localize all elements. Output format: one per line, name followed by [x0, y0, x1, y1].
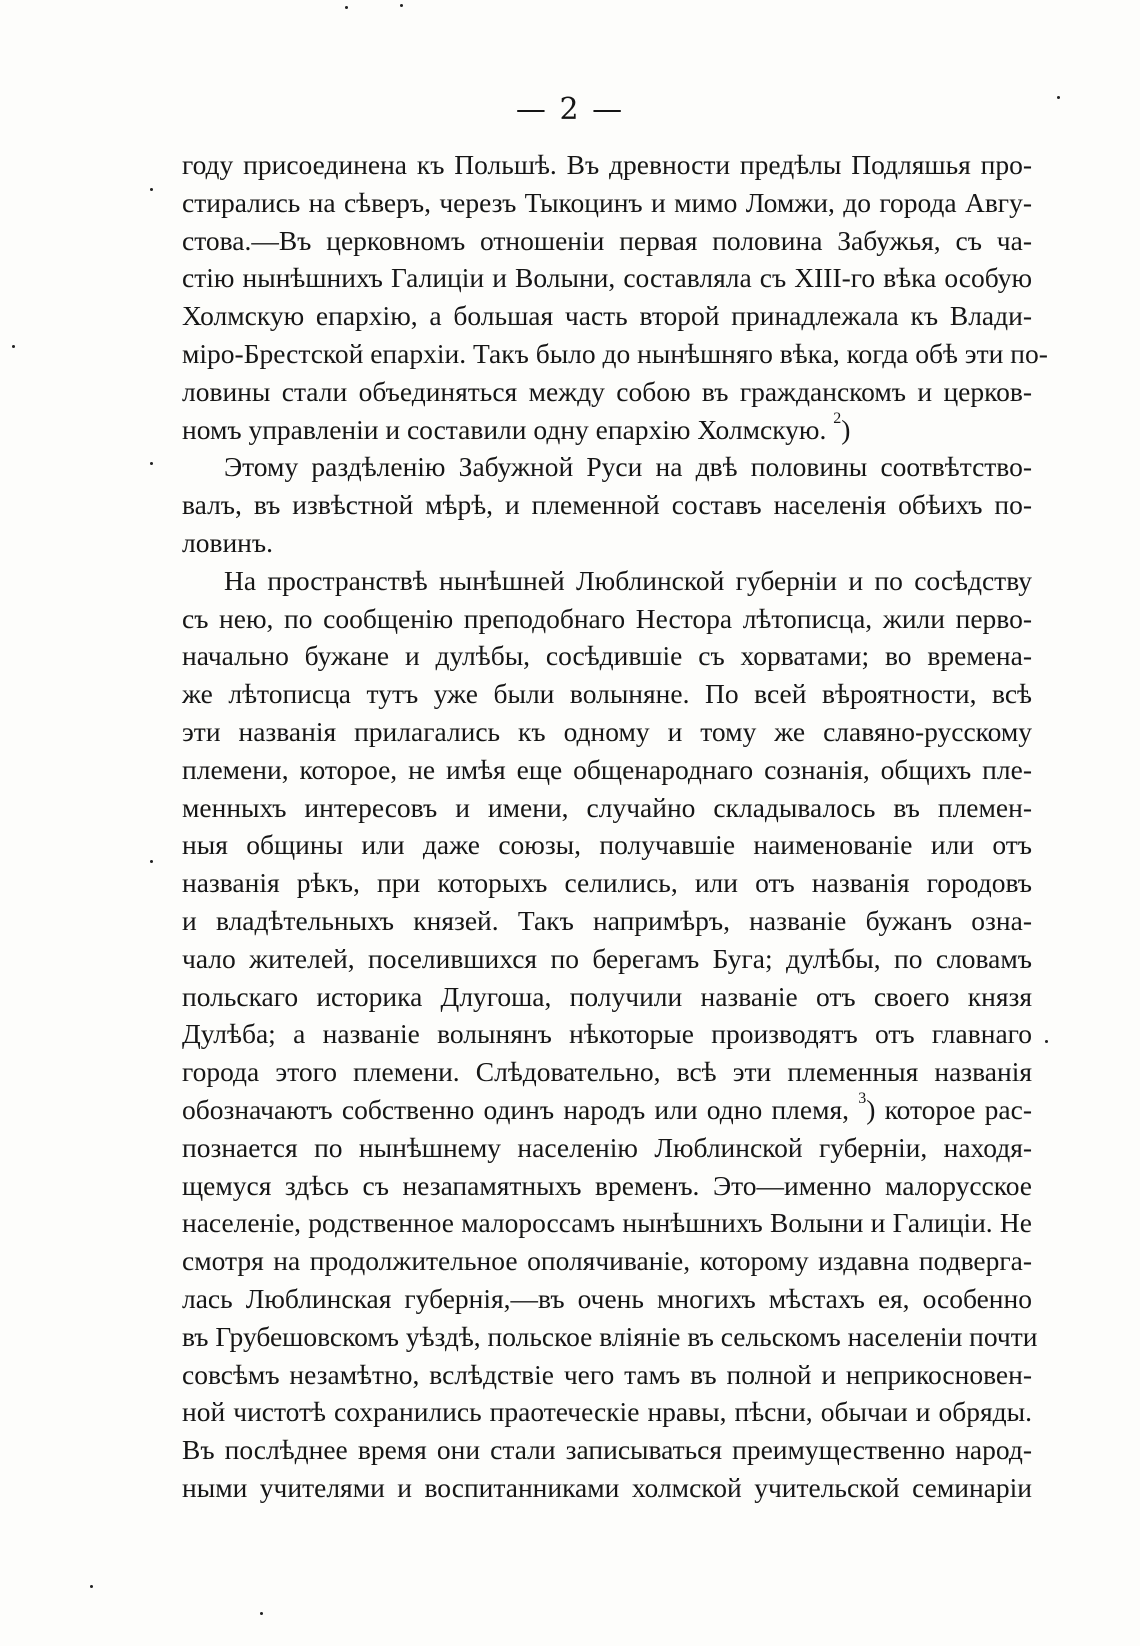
text-line: міро-Брестской епархіи. Такъ было до нынѣшняго вѣка, когда обѣ эти по-	[182, 337, 1048, 369]
text-line: ной чистотѣ сохранились праотеческіе нравы, пѣсни, обычаи и обряды.	[182, 1396, 1032, 1428]
text-line: Холмскую епархію, а большая часть второй принадлежала къ Влади-	[182, 300, 1032, 332]
body-text	[182, 146, 1048, 1507]
text-line: На пространствѣ нынѣшней Люблинской губерніи и по сосѣдству	[224, 564, 1032, 596]
text-line: эти названія прилагались къ одному и тому же славяно-русскому	[182, 715, 1032, 747]
text-line: польскаго историка Длугоша, получили названіе отъ своего князя	[182, 980, 1032, 1012]
text-line: названія рѣкъ, при которыхъ селились, или отъ названія городовъ	[182, 867, 1032, 899]
text-line: смотря на продолжительное ополячиваніе, которому издавна подверга-	[182, 1245, 1032, 1277]
text-line: въ Грубешовскомъ уѣздѣ, польское вліяніе въ сельскомъ населеніи почти	[182, 1320, 1038, 1352]
text-line: населеніе, родственное малороссамъ нынѣшнихъ Волыни и Галиціи. Не	[182, 1207, 1032, 1239]
text-line: чало жителей, поселившихся по берегамъ Буга; дулѣбы, по словамъ	[182, 942, 1032, 974]
text-line: племени, которое, не имѣя еще общенароднаго сознанія, общихъ пле-	[182, 753, 1032, 785]
text-line: Дулѣба; а названіе волынянъ нѣкоторые производятъ отъ главнаго	[182, 1018, 1032, 1050]
text-line: ныя общины или даже союзы, получавшіе наименованіе или отъ	[182, 829, 1032, 861]
scan-speck	[400, 4, 403, 7]
text-line: щемуся здѣсь съ незапамятныхъ временъ. Это—именно малорусское	[182, 1169, 1032, 1201]
text-line: году присоединена къ Польшѣ. Въ древности предѣлы Подляшья про-	[182, 149, 1032, 180]
text-line: ными учителями и воспитанниками холмской учительской семинаріи	[182, 1471, 1032, 1503]
scan-speck	[12, 345, 15, 348]
text-line	[182, 1091, 1032, 1129]
scan-speck	[260, 1612, 263, 1615]
text-line	[182, 411, 1032, 449]
text-line: лась Люблинская губернія,—въ очень многихъ мѣстахъ ея, особенно	[182, 1282, 1032, 1314]
text-line: стова.—Въ церковномъ отношеніи первая половина Забужья, съ ча-	[182, 224, 1032, 256]
text-line: менныхъ интересовъ и имени, случайно складывалось въ племен-	[182, 791, 1032, 823]
text-line: ловины стали объединяться между собою въ гражданскомъ и церков-	[182, 375, 1032, 407]
text-line: и владѣтельныхъ князей. Такъ напримѣръ, названіе бужанъ озна-	[182, 904, 1032, 936]
paragraph-3	[182, 562, 1038, 1507]
page-number: — 2 —	[515, 92, 625, 127]
scan-speck	[1045, 1040, 1048, 1043]
text-line: стирались на сѣверъ, черезъ Тыкоцинъ и мимо Ломжи, до города Авгу-	[182, 186, 1032, 218]
text-line: съ нею, по сообщенію преподобнаго Нестора лѣтописца, жили перво-	[182, 602, 1032, 634]
text-line: ловинъ.	[182, 526, 273, 558]
text-fragment: номъ управленіи и составили одну епархію Холмскую.	[182, 413, 827, 445]
text-line: Этому раздѣленію Забужной Руси на двѣ половины соотвѣтство-	[224, 451, 1032, 483]
scan-speck	[345, 6, 348, 9]
text-fragment: обозначаютъ собственно одинъ народъ или одно племя,	[182, 1093, 850, 1125]
scan-speck	[150, 860, 153, 863]
text-line: Въ послѣднее время они стали записываться преимущественно народ-	[182, 1434, 1032, 1466]
scan-speck	[90, 1585, 93, 1588]
scan-speck	[150, 188, 153, 191]
text-line: стію нынѣшнихъ Галиціи и Волыни, составляла съ XIII-го вѣка особую	[182, 262, 1032, 294]
text-line: же лѣтописца тутъ уже были волыняне. По всей вѣроятности, всѣ	[182, 678, 1032, 710]
text-line: совсѣмъ незамѣтно, вслѣдствіе чего тамъ въ полной и неприкосновен-	[182, 1358, 1032, 1390]
text-line: города этого племени. Слѣдовательно, всѣ эти племенныя названія	[182, 1056, 1032, 1088]
text-fragment: )	[841, 413, 851, 445]
paragraph-1	[182, 146, 1048, 448]
text-line: познается по нынѣшнему населенію Люблинской губерніи, находя-	[182, 1131, 1032, 1163]
text-fragment: ) которое рас-	[866, 1093, 1032, 1125]
scan-speck	[150, 462, 153, 465]
text-line: начально бужане и дулѣбы, сосѣдившіе съ хорватами; во времена-	[182, 640, 1032, 672]
footnote-marker[interactable]: 2	[833, 409, 842, 427]
text-line: валъ, въ извѣстной мѣрѣ, и племенной составъ населенія обѣихъ по-	[182, 489, 1032, 521]
paragraph-2	[182, 448, 1032, 561]
footnote-marker[interactable]: 3	[858, 1089, 867, 1107]
